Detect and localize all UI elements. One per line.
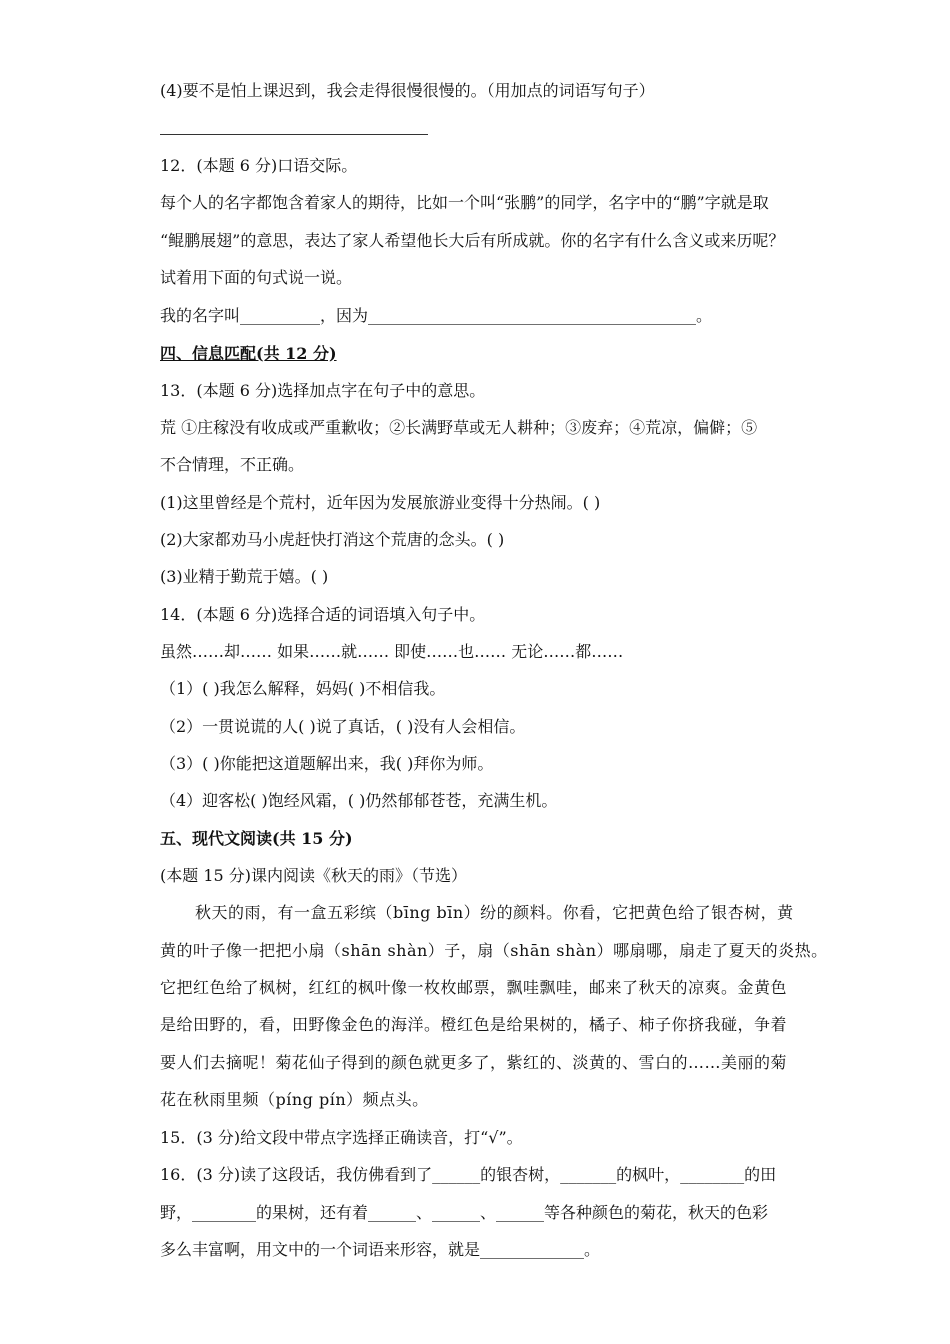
q16-line-1[interactable]: 16．(3 分)读了这段话，我仿佛看到了______的银杏树，_______的枫叶，________的田: [160, 1165, 777, 1184]
q16-line-3[interactable]: 多么丰富啊，用文中的一个词语来形容，就是_____________。: [160, 1240, 601, 1259]
q14-sentence-1[interactable]: （1）( )我怎么解释，妈妈( )不相信我。: [160, 679, 446, 698]
q13-definition-1: 荒 ①庄稼没有收成或严重歉收；②长满野草或无人耕种；③废弃；④荒凉，偏僻；⑤: [160, 418, 758, 437]
q14-options: 虽然……却…… 如果……就…… 即使……也…… 无论……都……: [160, 642, 624, 661]
q12-fill-sentence[interactable]: 我的名字叫__________，因为_________________________________________。: [160, 306, 713, 325]
q12-paragraph-2: “鲲鹏展翅”的意思，表达了家人希望他长大后有所成就。你的名字有什么含义或来历呢？: [160, 231, 785, 250]
q13-sentence-2[interactable]: (2)大家都劝马小虎赶快打消这个荒唐的念头。( ): [160, 530, 505, 549]
q14-sentence-3[interactable]: （3）( )你能把这道题解出来，我( )拜你为师。: [160, 754, 494, 773]
passage-line-3: 它把红色给了枫树，红红的枫叶像一枚枚邮票，飘哇飘哇，邮来了秋天的凉爽。金黄色: [160, 978, 788, 997]
passage-line-4: 是给田野的，看，田野像金色的海洋。橙红色是给果树的，橘子、柿子你挤我碰，争着: [160, 1015, 788, 1034]
q12-paragraph-3: 试着用下面的句式说一说。: [160, 268, 353, 287]
q14-heading: 14．(本题 6 分)选择合适的词语填入句子中。: [160, 605, 486, 624]
q11-4-text: (4)要不是怕上课迟到，我会走得很慢很慢的。（用加点的词语写句子）: [160, 81, 655, 100]
q13-sentence-1[interactable]: (1)这里曾经是个荒村，近年因为发展旅游业变得十分热闹。( ): [160, 493, 601, 512]
section-4-title: 四、信息匹配(共 12 分): [160, 344, 337, 363]
section-5-title: 五、现代文阅读(共 15 分): [160, 829, 353, 848]
q14-sentence-4[interactable]: （4）迎客松( )饱经风霜，( )仍然郁郁苍苍，充满生机。: [160, 791, 558, 810]
q13-definition-2: 不合情理，不正确。: [160, 455, 305, 474]
passage-line-5: 要人们去摘呢！菊花仙子得到的颜色就更多了，紫红的、淡黄的、雪白的……美丽的菊: [160, 1053, 788, 1072]
q16-line-2[interactable]: 野，________的果树，还有着______、______、______等各种颜色的菊花，秋天的色彩: [160, 1203, 769, 1222]
q12-paragraph-1: 每个人的名字都饱含着家人的期待，比如一个叫“张鹏”的同学，名字中的“鹏”字就是取: [160, 193, 769, 212]
q14-sentence-2[interactable]: （2）一贯说谎的人( )说了真话，( )没有人会相信。: [160, 717, 526, 736]
q15-text: 15．(3 分)给文段中带点字选择正确读音，打“√”。: [160, 1128, 523, 1147]
passage-line-1: 秋天的雨，有一盒五彩缤（bīng bīn）纷的颜料。你看，它把黄色给了银杏树，黄: [195, 903, 794, 922]
passage-line-2: 黄的叶子像一把把小扇（shān shàn）子，扇（shān shàn）哪扇哪，扇走了夏天的炎热。: [160, 941, 828, 960]
q13-heading: 13．(本题 6 分)选择加点字在句子中的意思。: [160, 381, 486, 400]
answer-line[interactable]: [160, 134, 428, 135]
passage-line-6: 花在秋雨里频（píng pín）频点头。: [160, 1090, 429, 1109]
q12-heading: 12．(本题 6 分)口语交际。: [160, 156, 358, 175]
q13-sentence-3[interactable]: (3)业精于勤荒于嬉。( ): [160, 567, 329, 586]
reading-intro: (本题 15 分)课内阅读《秋天的雨》（节选）: [160, 866, 468, 885]
